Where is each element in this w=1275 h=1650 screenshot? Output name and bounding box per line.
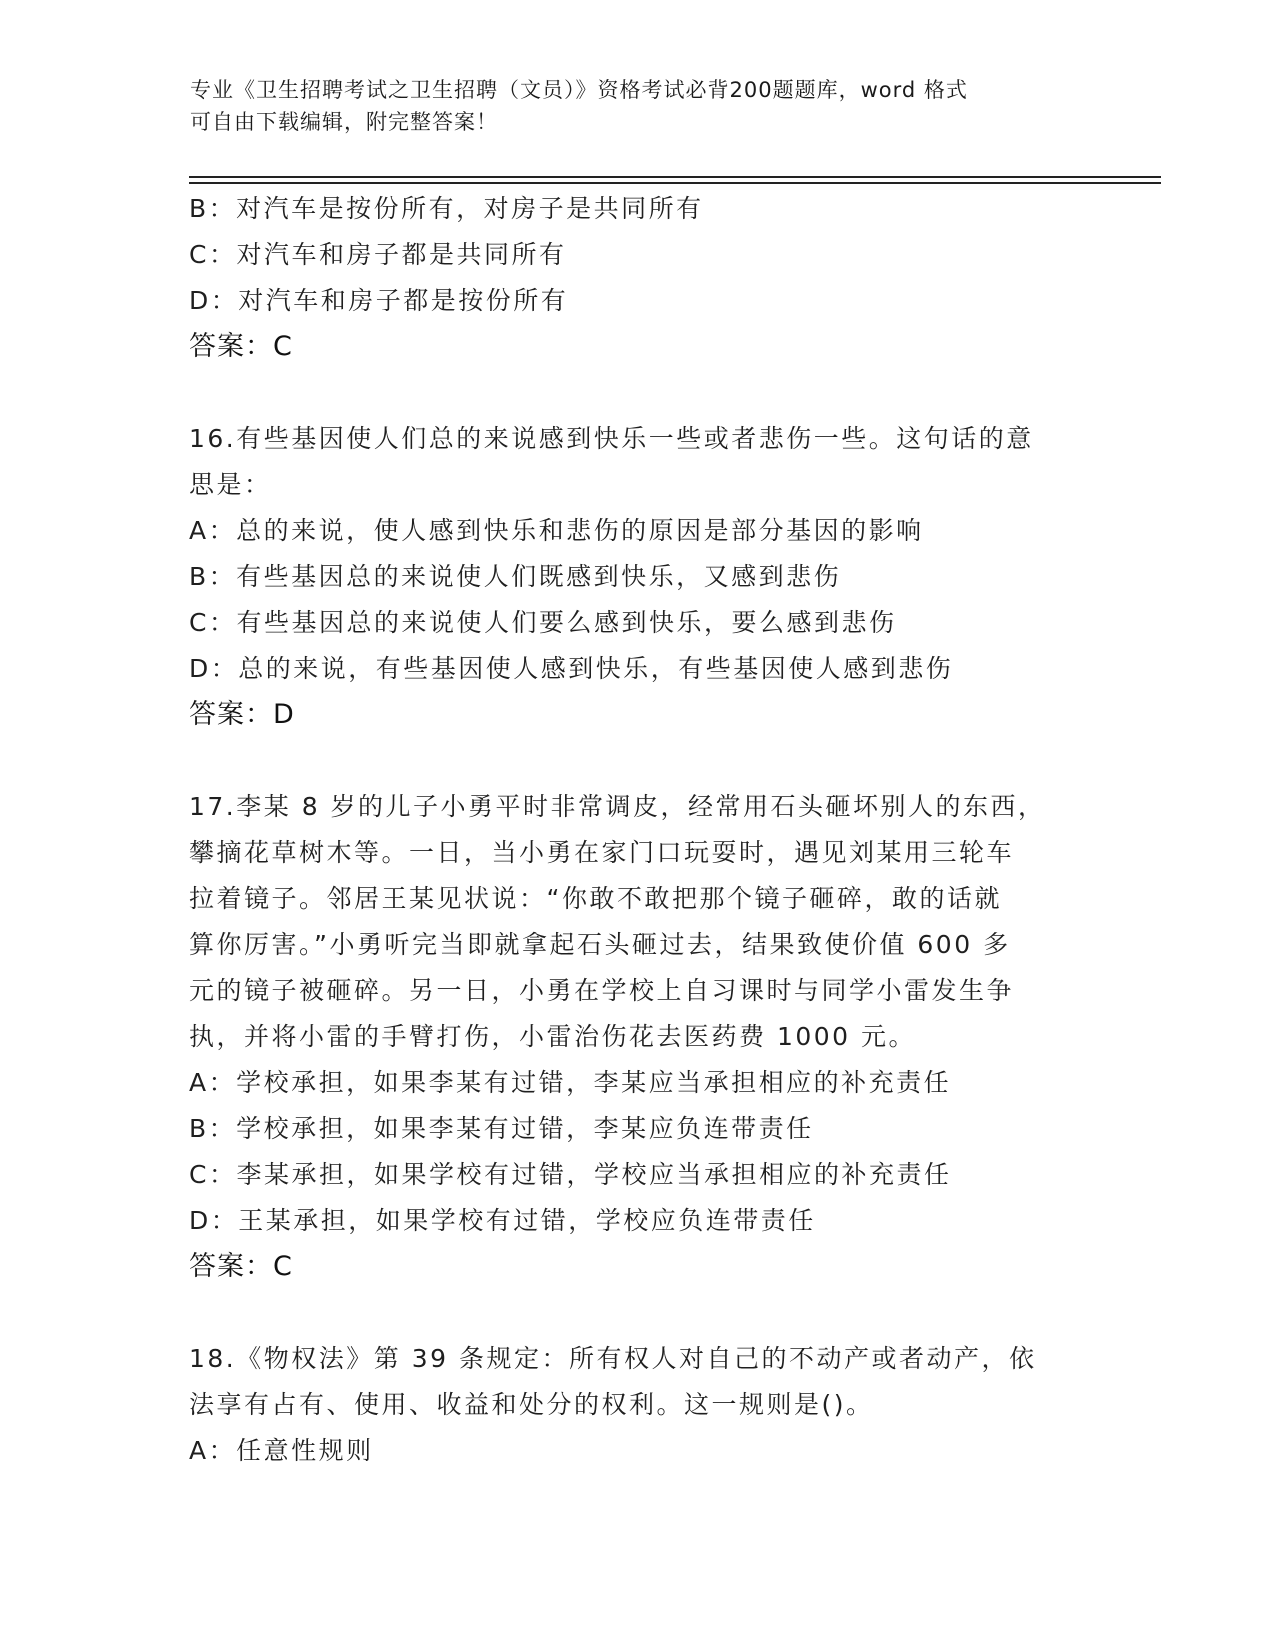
question-17-stem-line-2: 攀摘花草树木等。一日，当小勇在家门口玩耍时，遇见刘某用三轮车 — [189, 838, 1015, 867]
question-17-option-a: A：学校承担，如果李某有过错，李某应当承担相应的补充责任 — [189, 1068, 952, 1097]
question-18-stem-line-2: 法享有占有、使用、收益和处分的权利。这一规则是()。 — [189, 1390, 874, 1419]
question-17-stem-line-4: 算你厉害。”小勇听完当即就拿起石头砸过去，结果致使价值 600 多 — [189, 930, 1011, 959]
question-18-option-a: A：任意性规则 — [189, 1436, 374, 1465]
question-15-option-c: C：对汽车和房子都是共同所有 — [189, 240, 567, 269]
question-17-option-d: D：王某承担，如果学校有过错，学校应负连带责任 — [189, 1206, 816, 1235]
question-18-stem-line-1: 18.《物权法》第 39 条规定：所有权人对自己的不动产或者动产，依 — [189, 1344, 1037, 1373]
question-17 — [189, 784, 1089, 1290]
spacer — [189, 370, 1089, 416]
header-title-line-1: 专业《卫生招聘考试之卫生招聘（文员）》资格考试必背200题题库，word 格式 — [190, 78, 968, 102]
question-17-stem-line-3: 拉着镜子。邻居王某见状说：“你敢不敢把那个镜子砸碎，敢的话就 — [189, 884, 1002, 913]
question-content — [189, 186, 1089, 1474]
question-16-option-c: C：有些基因总的来说使人们要么感到快乐，要么感到悲伤 — [189, 608, 897, 637]
question-16-stem-line-2: 思是： — [189, 470, 272, 499]
question-17-option-c: C：李某承担，如果学校有过错，学校应当承担相应的补充责任 — [189, 1160, 952, 1189]
question-18 — [189, 1336, 1089, 1474]
question-17-answer: 答案：C — [189, 1251, 293, 1282]
question-15-option-d: D：对汽车和房子都是按份所有 — [189, 286, 569, 315]
question-16-option-d: D：总的来说，有些基因使人感到快乐，有些基因使人感到悲伤 — [189, 654, 954, 683]
question-15 — [189, 186, 1089, 370]
header-divider-top — [189, 176, 1161, 178]
question-15-answer: 答案：C — [189, 331, 293, 362]
header-divider-bottom — [189, 182, 1161, 184]
question-16-option-a: A：总的来说，使人感到快乐和悲伤的原因是部分基因的影响 — [189, 516, 924, 545]
question-17-stem-line-5: 元的镜子被砸碎。另一日，小勇在学校上自习课时与同学小雷发生争 — [189, 976, 1015, 1005]
spacer — [189, 738, 1089, 784]
document-header — [190, 74, 1090, 138]
question-15-option-b: B：对汽车是按份所有，对房子是共同所有 — [189, 194, 704, 223]
question-16-option-b: B：有些基因总的来说使人们既感到快乐，又感到悲伤 — [189, 562, 842, 591]
header-title-line-2: 可自由下载编辑，附完整答案！ — [190, 110, 498, 134]
question-16 — [189, 416, 1089, 738]
question-17-stem-line-1: 17.李某 8 岁的儿子小勇平时非常调皮，经常用石头砸坏别人的东西， — [189, 792, 1046, 821]
question-16-answer: 答案：D — [189, 699, 295, 730]
question-16-stem-line-1: 16.有些基因使人们总的来说感到快乐一些或者悲伤一些。这句话的意 — [189, 424, 1034, 453]
question-17-stem-line-6: 执，并将小雷的手臂打伤，小雷治伤花去医药费 1000 元。 — [189, 1022, 917, 1051]
spacer — [189, 1290, 1089, 1336]
question-17-option-b: B：学校承担，如果李某有过错，李某应负连带责任 — [189, 1114, 814, 1143]
